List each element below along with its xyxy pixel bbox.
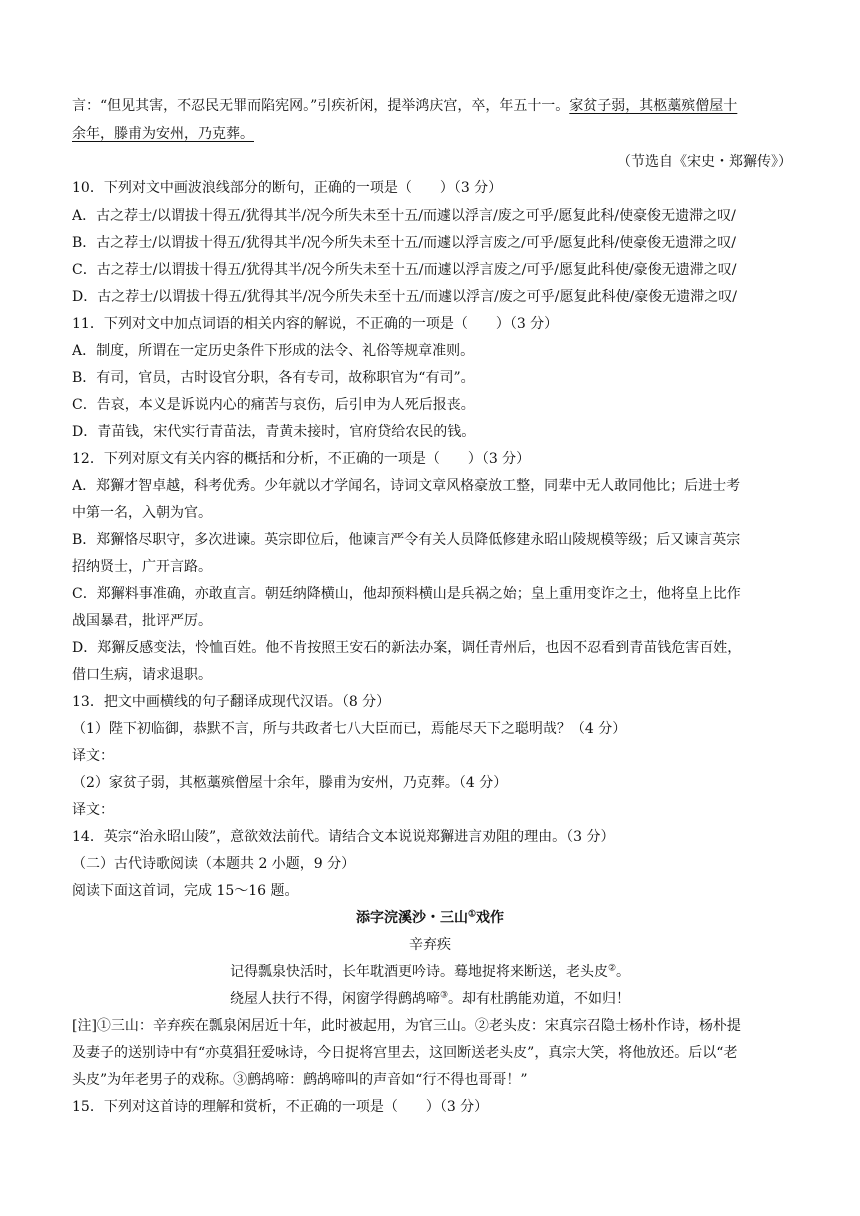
poem-author: 辛弃疾 xyxy=(409,937,451,953)
poem-line-1 xyxy=(0,962,860,982)
q10-option-b: B．古之荐士/以谓拔十得五/犹得其半/况今所失未至十五/而遽以浮言废之/可乎/愿复此科/使豪俊无遗滞之叹/ xyxy=(72,235,737,251)
notes-line-3: 头皮”为年老男子的戏称。③鹧鸪啼：鹧鸪啼叫的声音如“行不得也哥哥！” xyxy=(72,1072,528,1088)
q13-stem: 13．把文中画横线的句子翻译成现代汉语。（8 分） xyxy=(72,694,391,710)
poem-title-suffix: 戏作 xyxy=(476,910,505,926)
q11-option-b: B．有司，官员，古时设官分职，各有专司，故称职官为“有司”。 xyxy=(72,370,475,386)
poem-text: 。却有杜鹃能劝道，不如归！ xyxy=(448,991,631,1007)
passage-source: （节选自《宋史・郑獬传》） xyxy=(617,154,792,170)
q11-option-c: C．告哀，本义是诉说内心的痛苦与哀伤，后引申为人死后报丧。 xyxy=(72,397,475,413)
q11-stem: 11．下列对文中加点词语的相关内容的解说，不正确的一项是（ ）（3 分） xyxy=(72,316,559,332)
q12-option-b-line2: 招纳贤士，广开言路。 xyxy=(72,559,212,575)
q12-stem: 12．下列对原文有关内容的概括和分析，不正确的一项是（ ）（3 分） xyxy=(72,451,531,467)
passage-line-1 xyxy=(72,96,792,116)
underlined-sentence: 家贫子弱，其柩藁殡僧屋十 xyxy=(569,98,738,114)
q12-option-c-line2: 战国暴君，批评严厉。 xyxy=(72,613,212,629)
footnote-marker: ① xyxy=(467,909,477,920)
footnote-marker: ③ xyxy=(439,990,449,1001)
notes-line-1: [注]①三山：辛弃疾在瓢泉闲居近十年，此时被起用，为官三山。②老头皮：宋真宗召隐士杨朴作诗，杨朴提 xyxy=(72,1018,741,1034)
q11-option-a: A．制度，所谓在一定历史条件下形成的法令、礼俗等规章准则。 xyxy=(72,343,475,359)
passage-text: 言：“但见其害，不忍民无罪而陷宪网。”引疾祈闲，提举鸿庆宫，卒，年五十一。 xyxy=(72,98,570,114)
q12-option-d-line2: 借口生病，请求退职。 xyxy=(72,667,212,683)
q12-option-c-line1: C．郑獬料事准确，亦敢直言。朝廷纳降横山，他却预料横山是兵祸之始；皇上重用变诈之士，他将皇上比作 xyxy=(72,586,741,602)
passage-line-2 xyxy=(72,124,792,144)
q10-option-a: A．古之荐士/以谓拔十得五/犹得其半/况今所失未至十五/而遽以浮言/废之可乎/愿复此科/使豪俊无遗滞之叹/ xyxy=(72,208,736,224)
poem-text: 。 xyxy=(616,964,631,980)
poem-text: 记得瓢泉快活时，长年耽酒更吟诗。蓦地捉将来断送，老头皮 xyxy=(229,964,608,980)
section-instruction: 阅读下面这首词，完成 15～16 题。 xyxy=(72,883,299,899)
poem-text: 绕屋人扶行不得，闲窗学得鹧鸪啼 xyxy=(229,991,440,1007)
poem-line-2 xyxy=(0,989,860,1009)
q12-option-a-line1: A．郑獬才智卓越，科考优秀。少年就以才学闻名，诗词文章风格豪放工整，同辈中无人敢同他比；后进士考 xyxy=(72,478,741,494)
q13-sentence-2: （2）家贫子弱，其柩藁殡僧屋十余年，滕甫为安州，乃克葬。（4 分） xyxy=(72,775,508,791)
q10-option-c: C．古之荐士/以谓拔十得五/犹得其半/况今所失未至十五/而遽以浮言废之/可乎/愿复此科使/豪俊无遗滞之叹/ xyxy=(72,262,737,278)
q15-stem: 15．下列对这首诗的理解和赏析，不正确的一项是（ ）（3 分） xyxy=(72,1099,489,1115)
q12-option-d-line1: D．郑獬反感变法，怜恤百姓。他不肯按照王安石的新法办案，调任青州后，也因不忍看到青苗钱危害百姓， xyxy=(72,640,742,656)
q10-stem: 10．下列对文中画波浪线部分的断句，正确的一项是（ ）（3 分） xyxy=(72,180,503,196)
poem-title xyxy=(0,908,860,928)
q12-option-a-line2: 中第一名，入朝为官。 xyxy=(72,505,212,521)
section-heading: （二）古代诗歌阅读（本题共 2 小题，9 分） xyxy=(72,856,356,872)
underlined-sentence: 余年，滕甫为安州，乃克葬。 xyxy=(72,126,254,142)
q10-option-d: D．古之荐士/以谓拔十得五/犹得其半/况今所失未至十五/而遽以浮言/废之可乎/愿复此科使/豪俊无遗滞之叹/ xyxy=(72,289,737,305)
q12-option-b-line1: B．郑獬恪尽职守，多次进谏。英宗即位后，他谏言严令有关人员降低修建永昭山陵规模等级；后又谏言英宗 xyxy=(72,532,741,548)
q13-sentence-1: （1）陛下初临御，恭默不言，所与共政者七八大臣而已，焉能尽天下之聪明哉？（4 分） xyxy=(72,721,627,737)
poem-title-text: 添字浣溪沙・三山 xyxy=(355,910,468,926)
q11-option-d: D．青苗钱，宋代实行青苗法，青黄未接时，官府贷给农民的钱。 xyxy=(72,424,476,440)
notes-line-2: 及妻子的送别诗中有“亦莫猖狂爱咏诗，今日捉将宫里去，这回断送老头皮”，真宗大笑，将他放还。后以“老 xyxy=(72,1045,738,1061)
q14-stem: 14．英宗“治永昭山陵”，意欲效法前代。请结合文本说说郑獬进言劝阻的理由。（3 分） xyxy=(72,829,615,845)
footnote-marker: ② xyxy=(607,963,617,974)
q13-translation-label-1: 译文： xyxy=(72,748,114,764)
q13-translation-label-2: 译文： xyxy=(72,802,114,818)
